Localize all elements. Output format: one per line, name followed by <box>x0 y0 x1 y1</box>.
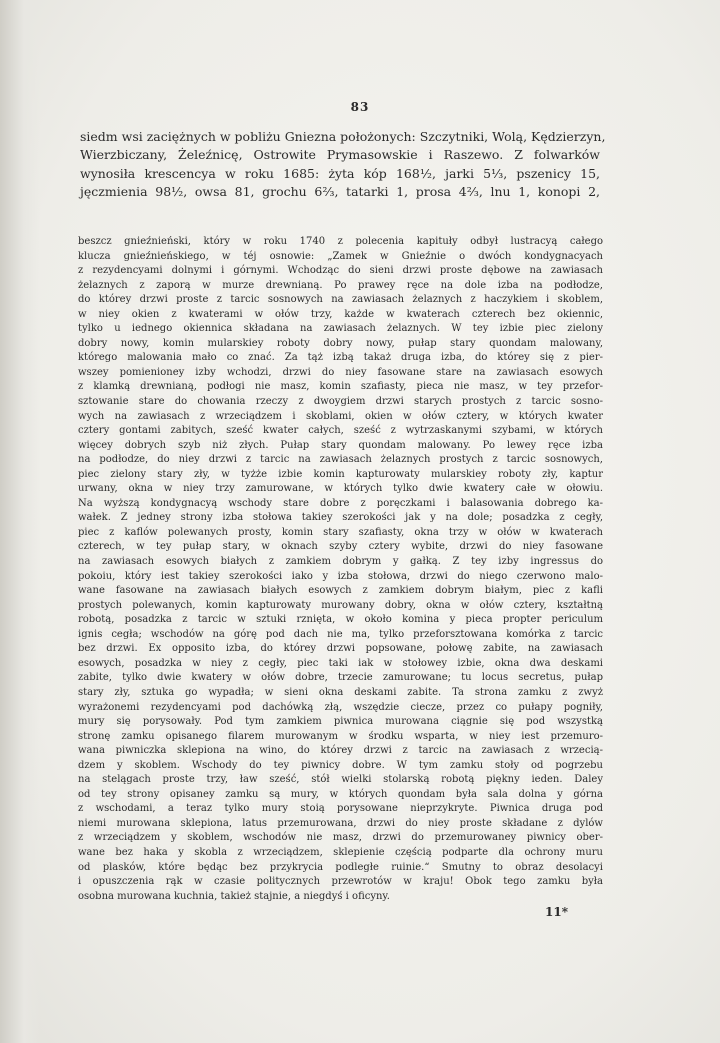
quote-line: z rezydencyami dolnymi i górnymi. Wchodząc do sieni drzwi proste dębowe na zawiasach <box>78 265 603 277</box>
quote-line: piec z kaflów polewanych prosty, komin stary szafiasty, okna trzy w ołów w kwaterach <box>78 526 603 538</box>
quote-line: którego malowania mało co znać. Za tąż izbą takaż druga izba, do którey się z pier- <box>78 352 603 364</box>
quote-line: niemi murowana sklepiona, latus przemurowana, drzwi do niey proste składane z dylów <box>78 817 603 829</box>
quote-line: wałek. Z jedney strony izba stołowa takiey szerokości jak y na dole; posadzka z cegły, <box>78 512 603 524</box>
quote-line: cztery gontami zabitych, sześć kwater całych, sześć z wytrzaskanymi szybami, w których <box>78 425 603 437</box>
quote-line: wane fasowane na zawiasach białych esowych z zamkiem dobrym białym, piec z kafli <box>78 585 603 597</box>
binding-shadow <box>0 0 40 1043</box>
quote-line: tylko u iednego okiennica składana na zawiasach żelaznych. W tey izbie piec zielony <box>78 323 603 335</box>
quote-line: esowych, posadzka w niey z cegły, piec taki iak w stołowey izbie, okna dwa deskami <box>78 657 603 669</box>
quote-line: zabite, tylko dwie kwatery w ołów dobre, trzecie zamurowane; tu locus secretus, pułap <box>78 672 603 684</box>
signature-mark: 11* <box>545 905 568 919</box>
quote-line: ignis cegła; wschodów na górę pod dach nie ma, tylko przeforsztowana komórka z tarcic <box>78 628 603 640</box>
quote-line: i opuszczenia rąk w czasie politycznych przewrotów w kraju! Obok tego zamku była <box>78 876 603 888</box>
intro-line: siedm wsi zaciężnych w pobliżu Gniezna położonych: Szczytniki, Wolą, Kędzierzyn, <box>80 129 606 144</box>
quote-line: stronę zamku opisanego filarem murowanym w środku wsparta, w niey iest przemuro- <box>78 730 603 742</box>
quote-line: z wschodami, a teraz tylko mury stoią porysowane nieprzykryte. Piwnica druga pod <box>78 803 603 815</box>
quote-line: dobry nowy, komin mularskiey roboty dobry nowy, pułap stary quondam malowany, <box>78 337 603 349</box>
quote-line: beszcz gnieźnieński, który w roku 1740 z polecenia kapituły odbył lustracyą całego <box>78 236 603 247</box>
quote-line: wych na zawiasach z wrzeciądzem i skoblami, okien w ołów cztery, w których kwater <box>78 410 603 422</box>
quote-line: czterech, w tey pułap stary, w oknach szyby cztery wybite, drzwi do niey fasowane <box>78 541 603 553</box>
quote-line: z wrzeciądzem y skoblem, wschodów nie masz, drzwi do przemurowaney piwnicy ober- <box>78 832 603 844</box>
quote-line: mury się porysowały. Pod tym zamkiem piwnica murowana ciągnie się pod wszystką <box>78 716 603 728</box>
quote-line: do którey drzwi proste z tarcic sosnowych na zawiasach żelaznych z haczykiem i skoblem, <box>78 294 603 306</box>
intro-line: jęczmienia 98½, owsa 81, grochu 6⅔, tatarki 1, prosa 4⅔, lnu 1, konopi 2, <box>80 184 600 200</box>
quote-line: w niey okien z kwaterami w ołów trzy, każde w kwaterach czterech bez okiennic, <box>78 308 603 320</box>
quote-line: od plasków, które będąc bez przykrycia podległe ruinie.“ Smutny to obraz desolacyi <box>78 861 603 873</box>
quote-line: Na wyższą kondygnacyą wschody stare dobre z poręczkami i balasowania dobrego ka- <box>78 497 603 509</box>
quote-line: żelaznych z zaporą w murze drewnianą. Po prawey ręce na dole izba na podłodze, <box>78 279 603 291</box>
intro-paragraph <box>80 128 606 202</box>
quote-line: na podłodze, do niey drzwi z tarcic na zawiasach żelaznych prostych z tarcic sosnowych, <box>78 454 603 466</box>
quote-line: robotą, posadzka z tarcic w sztuki rznięta, w około komina y pieca propter periculum <box>78 614 603 626</box>
quote-line: dzem y skoblem. Wschody do tey piwnicy dobre. W tym zamku stoły od pogrzebu <box>78 759 603 771</box>
quote-line: bez drzwi. Ex opposito izba, do którey drzwi popsowane, połowę zabite, na zawiasach <box>78 643 603 655</box>
quote-line: wyrażonemi rezydencyami pod dachówką złą, wszędzie ciecze, przez co pułapy pogniły, <box>78 701 603 713</box>
quote-line: prostych polewanych, komin kapturowaty murowany dobry, okna w ołów cztery, kształtną <box>78 599 603 611</box>
quote-line: na stelągach proste trzy, ław sześć, stół wielki stolarską robotą piękny ieden. Daley <box>78 774 603 786</box>
quote-line: wana piwniczka sklepiona na wino, do którey drzwi z tarcic na zawiasach z wrzecią- <box>78 745 603 757</box>
intro-line: wynosiła krescencya w roku 1685: żyta kóp 168½, jarki 5⅓, pszenicy 15, <box>80 165 600 181</box>
quote-line: stary zły, sztuka go wypadła; w sieni okna deskami zabite. Ta strona zamku z zwyż <box>78 686 603 698</box>
quote-line: wane bez haka y skobla z wrzeciądzem, sklepienie częścią podparte dla ochrony muru <box>78 846 603 858</box>
quote-line: więcey dobrych szyb niż złych. Pułap stary quondam malowany. Po lewey ręce izba <box>78 439 603 451</box>
quote-line: wszey pomienioney izby wchodzi, drzwi do niey fasowane stare na zawiasach esowych <box>78 366 603 378</box>
quote-line: piec zielony stary zły, w tyżże izbie komin kapturowaty mularskiey roboty zły, kaptur <box>78 468 603 480</box>
quoted-inspection-text <box>78 235 603 904</box>
quote-line: z klamką drewnianą, podłogi nie masz, komin szafiasty, pieca nie masz, w tey przefor- <box>78 381 603 393</box>
quote-line: na zawiasach esowych białych z zamkiem dobrym y gałką. Z tey izby ingressus do <box>78 556 603 568</box>
quote-line: sztowanie stare do chowania rzeczy z dwoygiem drzwi starych prostych z tarcic sosno- <box>78 396 603 408</box>
quote-line: pokoiu, który iest takiey szerokości iako y izba stołowa, drzwi do niego czerwono malo- <box>78 570 603 582</box>
quote-line: od tey strony opisaney zamku są mury, w których quondam była sala dolna y górna <box>78 788 603 800</box>
page-number: 83 <box>350 100 370 114</box>
quote-line: klucza gnieźnieńskiego, w téj osnowie: „Zamek w Gnieźnie o dwóch kondygnacyach <box>78 250 603 262</box>
intro-line: Wierzbiczany, Żeleźnicę, Ostrowite Prymasowskie i Raszewo. Z folwarków <box>80 147 600 163</box>
quote-line: osobna murowana kuchnia, takież stajnie, a niegdyś i oficyny. <box>78 890 390 902</box>
quote-line: urwany, okna w niey trzy zamurowane, w których tylko dwie kwatery całe w ołowiu. <box>78 483 603 495</box>
